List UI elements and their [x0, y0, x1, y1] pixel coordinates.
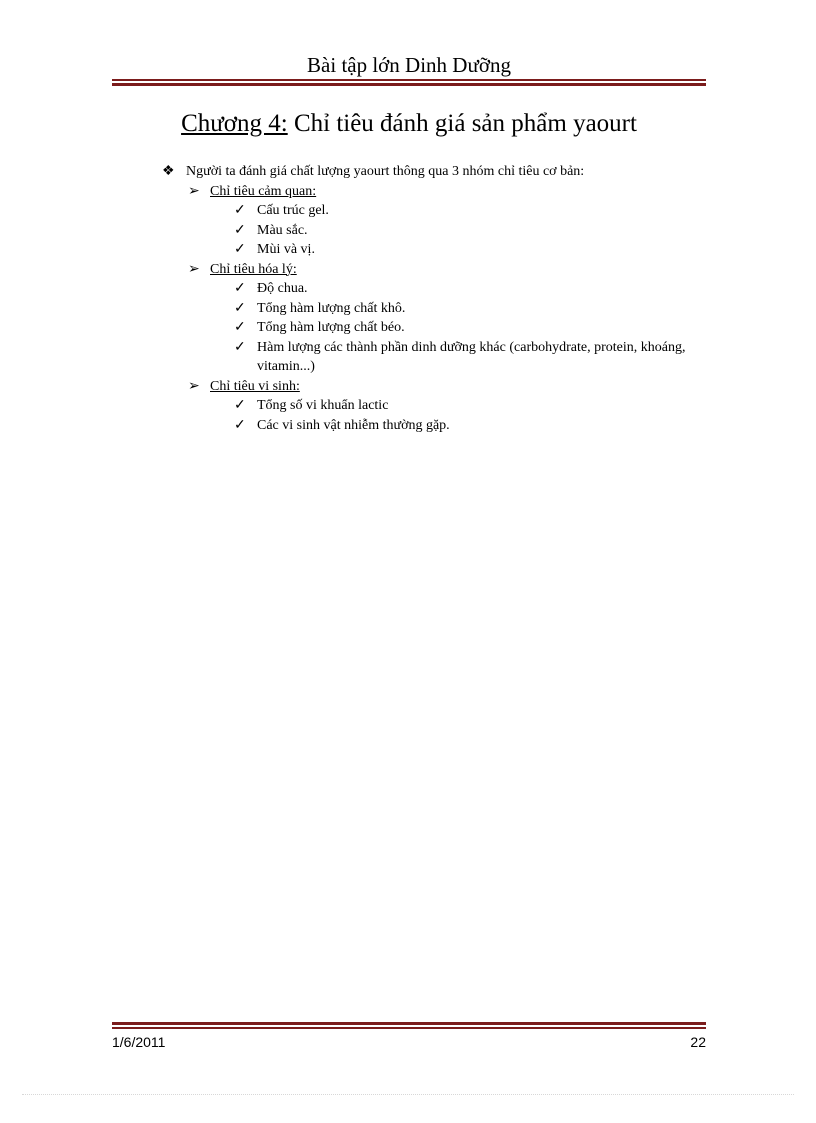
list-item-text: Các vi sinh vật nhiễm thường gặp.	[257, 417, 450, 433]
list-item	[160, 318, 710, 338]
arrow-bullet-icon: ➢	[188, 378, 200, 394]
list-item-text: Độ chua.	[257, 281, 308, 296]
page-bottom-border	[22, 1094, 794, 1095]
checkmark-icon: ✓	[234, 339, 246, 355]
list-item-text: Hàm lượng các thành phần dinh dưỡng khác (carbohydrate, protein, khoáng, vitamin...)	[257, 339, 686, 374]
group-heading-vi-sinh	[160, 377, 710, 397]
header-title: Bài tập lớn Dinh Dưỡng	[307, 53, 511, 77]
footer-rule	[112, 1022, 706, 1029]
list-item-text: Mùi và vị.	[257, 242, 315, 257]
arrow-bullet-icon: ➢	[188, 261, 200, 277]
checkmark-icon: ✓	[234, 320, 246, 335]
checkmark-icon: ✓	[234, 222, 246, 238]
group-heading-cam-quan	[160, 182, 710, 202]
group-title: Chỉ tiêu vi sinh:	[210, 378, 300, 394]
checkmark-icon: ✓	[234, 300, 246, 316]
list-item	[160, 221, 710, 241]
list-item	[160, 201, 710, 221]
document-body	[160, 162, 710, 435]
arrow-bullet-icon: ➢	[188, 183, 200, 199]
diamond-bullet-icon: ❖	[162, 164, 175, 179]
group-title: Chỉ tiêu hóa lý:	[210, 261, 297, 277]
list-item-text: Cấu trúc gel.	[257, 203, 329, 218]
footer-date: 1/6/2011	[112, 1034, 166, 1050]
checkmark-icon: ✓	[234, 203, 246, 218]
chapter-label: Chương 4:	[181, 110, 288, 137]
list-item	[160, 416, 710, 436]
page-number: 22	[690, 1034, 706, 1050]
checkmark-icon: ✓	[234, 242, 246, 257]
intro-item	[160, 162, 710, 182]
group-heading-hoa-ly	[160, 260, 710, 280]
chapter-title: Chỉ tiêu đánh giá sản phẩm yaourt	[293, 110, 637, 137]
list-item	[160, 396, 710, 416]
list-item-text: Tổng hàm lượng chất khô.	[257, 300, 406, 316]
list-item-text: Tổng hàm lượng chất béo.	[257, 320, 405, 335]
list-item	[160, 240, 710, 260]
list-item	[160, 338, 710, 377]
header-rule	[112, 79, 706, 86]
intro-text: Người ta đánh giá chất lượng yaourt thông qua 3 nhóm chỉ tiêu cơ bản:	[186, 164, 585, 179]
checkmark-icon: ✓	[234, 417, 246, 433]
list-item	[160, 299, 710, 319]
group-title: Chỉ tiêu cảm quan:	[210, 183, 317, 199]
checkmark-icon: ✓	[234, 398, 246, 413]
chapter-heading	[112, 108, 706, 140]
list-item-text: Tổng số vi khuẩn lactic	[257, 398, 389, 413]
checkmark-icon: ✓	[234, 281, 246, 296]
list-item	[160, 279, 710, 299]
list-item-text: Màu sắc.	[257, 222, 308, 238]
